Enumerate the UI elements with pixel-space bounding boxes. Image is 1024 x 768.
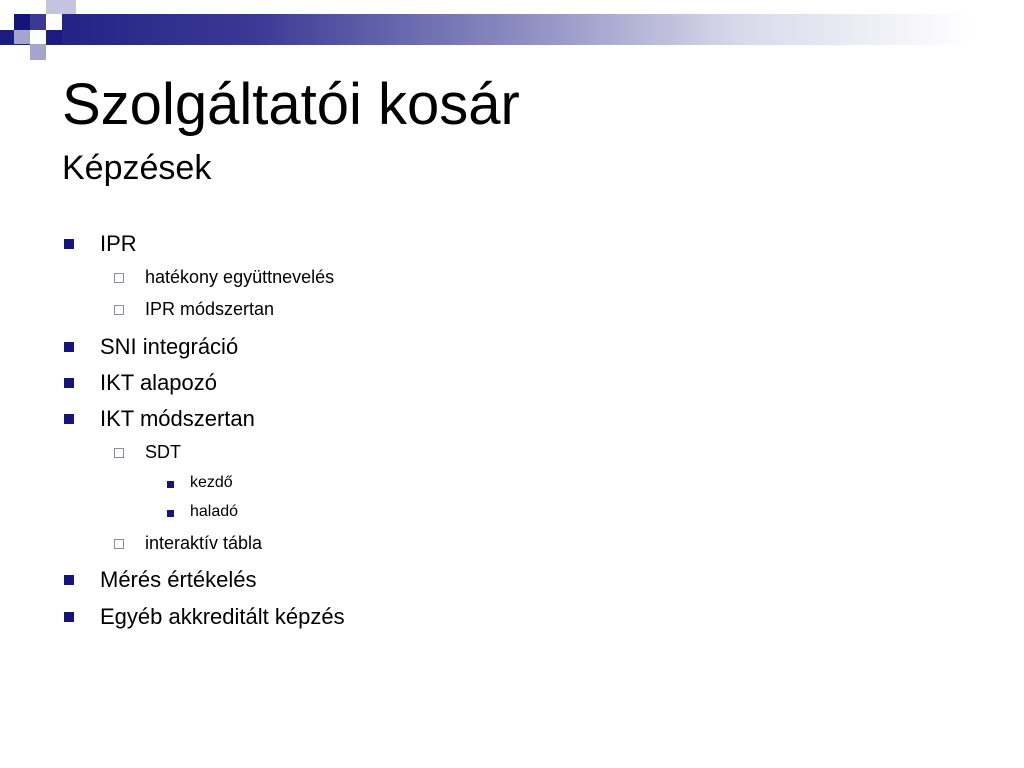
square-bullet-icon [167, 481, 174, 488]
hollow-square-bullet-icon [114, 273, 124, 283]
square-bullet-icon [64, 342, 74, 352]
header-gradient-band [0, 14, 1024, 45]
hollow-square-bullet-icon [114, 305, 124, 315]
hollow-square-bullet-icon [114, 448, 124, 458]
square-bullet-icon [64, 414, 74, 424]
square-bullet-icon [167, 510, 174, 517]
square-bullet-icon [64, 239, 74, 249]
slide-title: Szolgáltatói kosár [62, 72, 520, 137]
square-bullet-icon [64, 575, 74, 585]
slide-subtitle: Képzések [62, 149, 212, 187]
hollow-square-bullet-icon [114, 539, 124, 549]
square-bullet-icon [64, 612, 74, 622]
square-bullet-icon [64, 378, 74, 388]
